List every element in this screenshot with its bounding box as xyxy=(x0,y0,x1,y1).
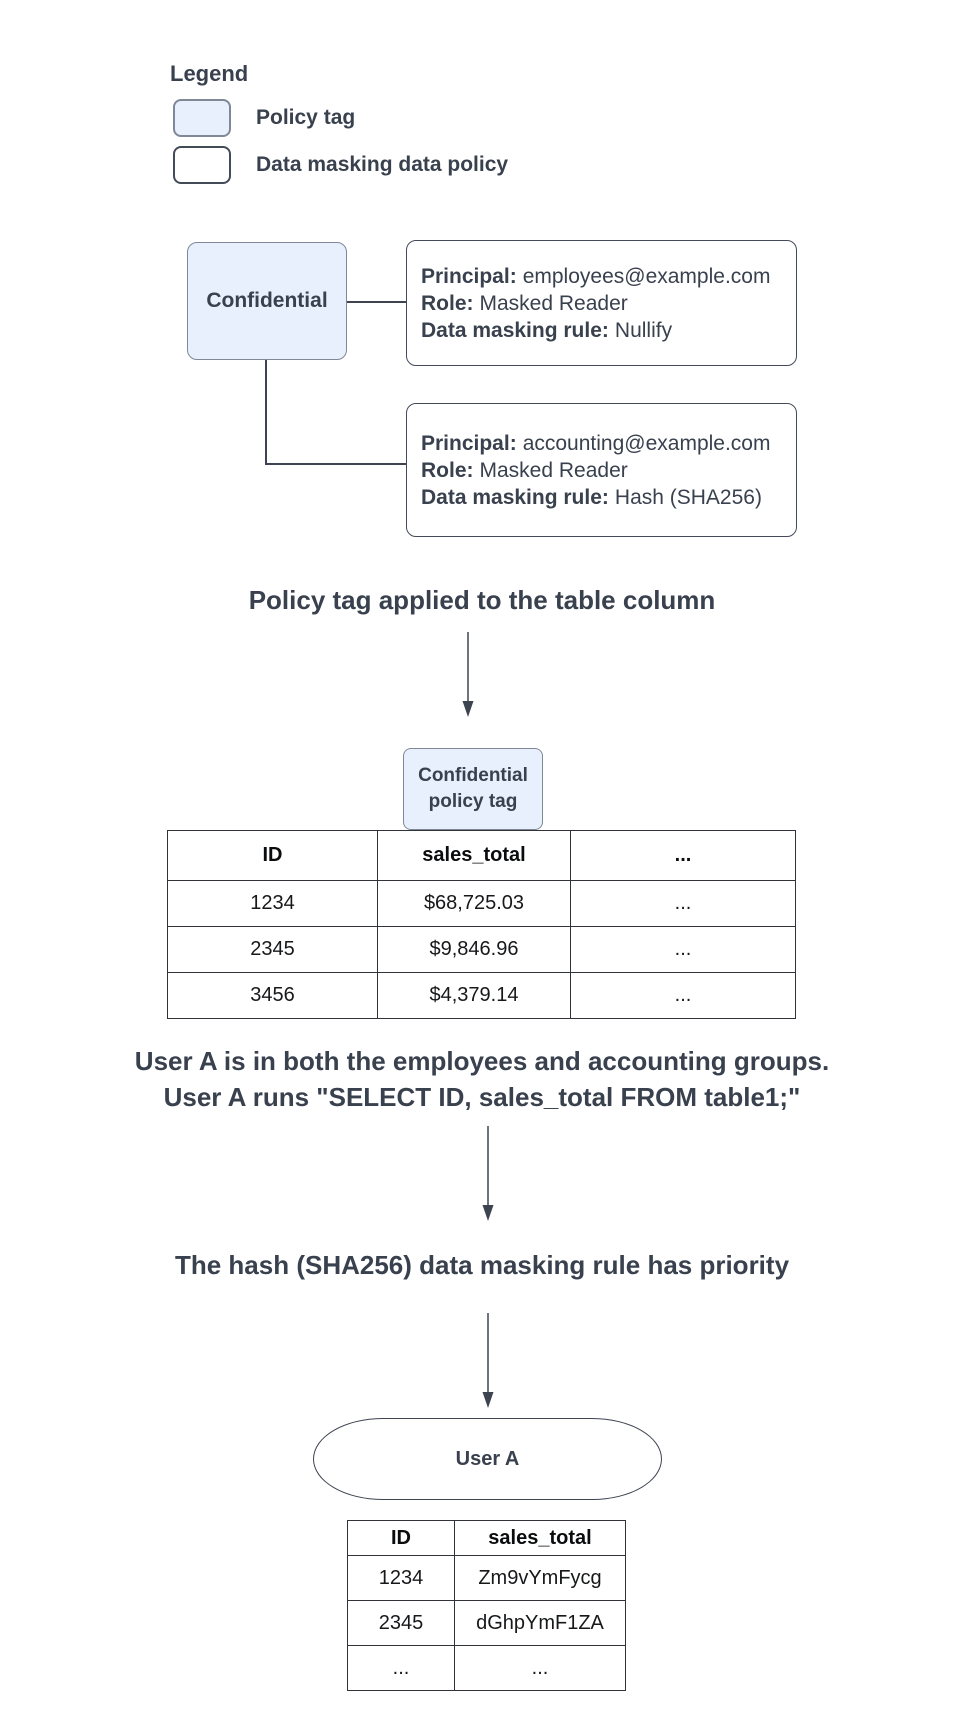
cell-id: 2345 xyxy=(348,1601,455,1646)
rule-label: Data masking rule: xyxy=(421,485,609,509)
result-table xyxy=(347,1520,626,1691)
principal-label: Principal: xyxy=(421,264,517,288)
cell-sales-total: ... xyxy=(455,1646,626,1691)
column-header: ... xyxy=(571,831,796,881)
caption-line1: User A is in both the employees and accounting groups. xyxy=(134,1046,830,1076)
heading-policy-tag-applied: Policy tag applied to the table column xyxy=(248,585,716,615)
data-policy-card-accounting xyxy=(406,403,797,537)
column-header: ID xyxy=(168,831,378,881)
user-a-node: User A xyxy=(313,1418,662,1500)
policy-tag-swatch xyxy=(173,99,231,137)
connector-line xyxy=(347,301,406,303)
legend-item-data-masking-policy xyxy=(173,146,508,184)
badge-line1: Confidential xyxy=(418,765,528,786)
table-row xyxy=(348,1556,626,1601)
cell-id: 1234 xyxy=(348,1556,455,1601)
cell-sales-total: $9,846.96 xyxy=(378,927,571,973)
cell-more: ... xyxy=(571,927,796,973)
data-policy-card-employees xyxy=(406,240,797,366)
badge-line2: policy tag xyxy=(428,791,518,812)
policy-principal-line xyxy=(421,263,796,290)
data-masking-policy-swatch xyxy=(173,146,231,184)
down-arrow-icon xyxy=(480,1126,496,1221)
table-row xyxy=(348,1601,626,1646)
cell-id: 1234 xyxy=(168,881,378,927)
table-row xyxy=(168,927,796,973)
principal-value: accounting@example.com xyxy=(522,431,771,455)
down-arrow-icon xyxy=(480,1313,496,1408)
role-label: Role: xyxy=(421,291,474,315)
table-header-row xyxy=(168,831,796,881)
principal-value: employees@example.com xyxy=(522,264,771,288)
cell-id: 3456 xyxy=(168,973,378,1019)
policy-rule-line xyxy=(421,484,796,511)
cell-sales-total: $68,725.03 xyxy=(378,881,571,927)
rule-value: Nullify xyxy=(614,318,673,342)
policy-principal-line xyxy=(421,430,796,457)
cell-sales-total: $4,379.14 xyxy=(378,973,571,1019)
role-value: Masked Reader xyxy=(479,458,628,482)
policy-tag-badge xyxy=(403,748,543,830)
column-header: sales_total xyxy=(455,1521,626,1556)
table-row xyxy=(168,973,796,1019)
cell-more: ... xyxy=(571,973,796,1019)
legend-item-policy-tag xyxy=(173,99,355,137)
policy-tag-node-confidential: Confidential xyxy=(187,242,347,360)
legend-item-label: Policy tag xyxy=(256,106,356,129)
caption-line2: User A runs "SELECT ID, sales_total FROM table1;" xyxy=(163,1082,801,1112)
cell-sales-total: Zm9vYmFycg xyxy=(455,1556,626,1601)
source-table xyxy=(167,830,796,1019)
cell-id: ... xyxy=(348,1646,455,1691)
column-header: ID xyxy=(348,1521,455,1556)
column-header: sales_total xyxy=(378,831,571,881)
rule-value: Hash (SHA256) xyxy=(614,485,762,509)
table-header-row xyxy=(348,1521,626,1556)
principal-label: Principal: xyxy=(421,431,517,455)
role-value: Masked Reader xyxy=(479,291,628,315)
legend-item-label: Data masking data policy xyxy=(256,153,509,176)
legend-title: Legend xyxy=(170,61,249,86)
cell-sales-total: dGhpYmF1ZA xyxy=(455,1601,626,1646)
heading-hash-priority: The hash (SHA256) data masking rule has priority xyxy=(174,1250,790,1280)
table-row xyxy=(168,881,796,927)
policy-role-line xyxy=(421,457,796,484)
table-row xyxy=(348,1646,626,1691)
role-label: Role: xyxy=(421,458,474,482)
cell-id: 2345 xyxy=(168,927,378,973)
connector-line xyxy=(265,360,267,464)
down-arrow-icon xyxy=(460,632,476,717)
connector-line xyxy=(265,463,406,465)
policy-rule-line xyxy=(421,317,796,344)
policy-role-line xyxy=(421,290,796,317)
rule-label: Data masking rule: xyxy=(421,318,609,342)
caption-user-a xyxy=(0,1043,964,1115)
cell-more: ... xyxy=(571,881,796,927)
